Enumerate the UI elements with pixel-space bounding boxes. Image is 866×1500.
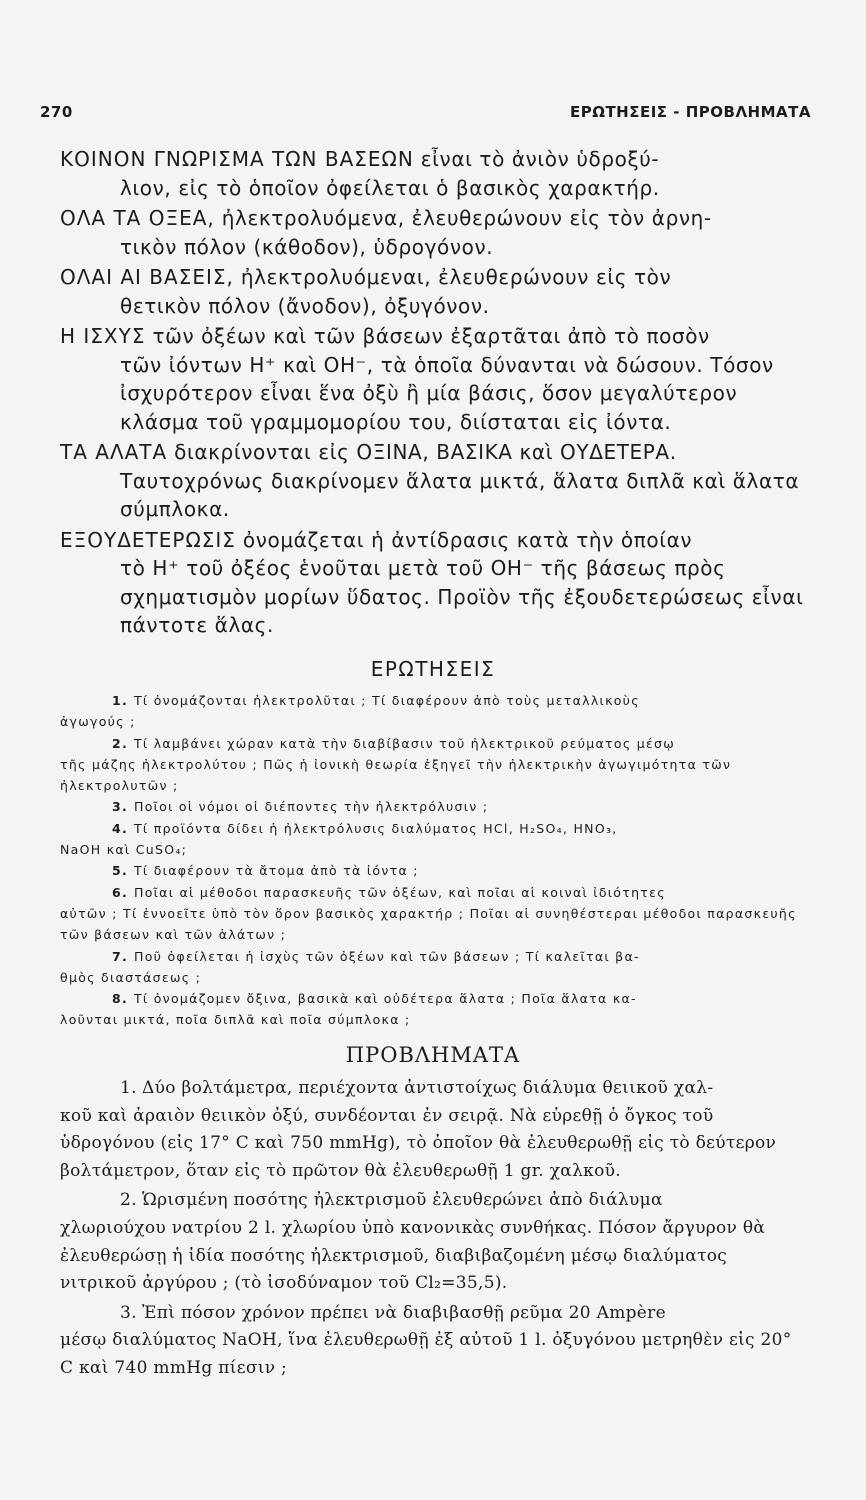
problem-item: [60, 1075, 806, 1185]
question-text: Τί ὀνομάζομεν ὄξινα, βασικὰ καὶ οὐδέτερα ἅλατα ; Ποῖα ἅλατα κα-: [134, 991, 637, 1007]
question-continuation: θμὸς διαστάσεως ;: [60, 969, 202, 985]
question-number: 8.: [112, 991, 129, 1007]
question-number: 2.: [112, 735, 129, 751]
definition: [60, 204, 806, 261]
page-number: 270: [40, 103, 73, 121]
problems-title: ΠΡΟΒΛΗΜΑΤΑ: [345, 1043, 521, 1067]
question-item: [50, 946, 806, 989]
definition: [60, 263, 806, 320]
question-text: Τί προϊόντα δίδει ἡ ἠλεκτρόλυσις διαλύματος HCl, H₂SO₄, HNO₃,: [134, 820, 618, 836]
definition: [60, 322, 806, 436]
question-number: 4.: [112, 820, 129, 836]
question-text: Ποῖοι οἱ νόμοι οἱ διέποντες τὴν ἠλεκτρόλυσιν ;: [134, 799, 489, 815]
question-number: 3.: [112, 799, 129, 815]
definition-continuation: θετικὸν πόλον (ἄνοδον), ὀξυγόνον.: [120, 293, 490, 318]
question-item: [50, 733, 806, 797]
question-text: Τί διαφέρουν τὰ ἄτομα ἀπὸ τὰ ἰόντα ;: [134, 863, 419, 879]
definition: [60, 526, 806, 640]
question-number: 5.: [112, 863, 129, 879]
problem-text: Ὡρισμένη ποσότης ἠλεκτρισμοῦ ἐλευθερώνει ἀπὸ διάλυμα: [142, 1190, 663, 1211]
problem-continuation: χλωριούχου νατρίου 2 l. χλωρίου ὑπὸ κανονικὰς συνθήκας. Πόσον ἄργυρον θὰ ἐλευθερώσῃ ἡ ἰδία ποσότης ἠλεκτρισμοῦ, διαβιβαζομένη μέσῳ διαλύματος νιτρικοῦ ἀργύρου ; (τὸ ἰσοδύναμον τοῦ Cl₂=35,5).: [60, 1217, 766, 1294]
problem-number: 3.: [120, 1302, 137, 1323]
questions-title: ΕΡΩΤΗΣΕΙΣ: [370, 657, 496, 681]
problem-continuation: κοῦ καὶ ἀραιὸν θειικὸν ὀξύ, συνδέονται ἐν σειρᾷ. Νὰ εὑρεθῇ ὁ ὄγκος τοῦ ὑδρογόνου (εἰς 17° C καὶ 750 mmHg), τὸ ὁποῖον θὰ ἐλευθερωθῇ εἰς τὸ δεύτερον βολτάμετρον, ὅταν εἰς τὸ πρῶτον θὰ ἐλευθερωθῇ 1 gr. χαλκοῦ.: [60, 1105, 777, 1181]
question-number: 7.: [112, 948, 129, 964]
definition-term: ΟΛΑ ΤΑ ΟΞΕΑ,: [60, 206, 215, 230]
question-continuation: λοῦνται μικτά, ποῖα διπλᾶ καὶ ποῖα σύμπλοκα ;: [60, 1012, 411, 1028]
definition-text: ὀνομάζεται ἡ ἀντίδρασις κατὰ τὴν ὁποίαν: [242, 527, 693, 552]
definition: [60, 145, 806, 202]
definition-text: εἶναι τὸ ἀνιὸν ὑδροξύ-: [420, 147, 660, 171]
question-item: [50, 988, 806, 1031]
question-item: [50, 860, 806, 881]
problems-section: [60, 1075, 806, 1385]
definition-continuation: τὸ H⁺ τοῦ ὀξέος ἑνοῦται μετὰ τοῦ OH⁻ τῆς βάσεως πρὸς σχηματισμὸν μορίων ὕδατος. Προϊὸν τῆς ἐξουδετερώσεως εἶναι πάντοτε ἅλας.: [120, 556, 804, 637]
definitions-section: [60, 145, 806, 642]
question-number: 6.: [112, 884, 129, 900]
running-title: ΕΡΩΤΗΣΕΙΣ - ΠΡΟΒΛΗΜΑΤΑ: [569, 103, 811, 121]
definition-term: ΚΟΙΝΟΝ ΓΝΩΡΙΣΜΑ ΤΩΝ ΒΑΣΕΩΝ: [60, 147, 414, 171]
problem-number: 1.: [120, 1078, 137, 1098]
problem-text: Δύο βολτάμετρα, περιέχοντα ἀντιστοίχως διάλυμα θειικοῦ χαλ-: [142, 1078, 714, 1098]
definition-text: τῶν ὀξέων καὶ τῶν βάσεων ἐξαρτᾶται ἀπὸ τὸ ποσὸν: [152, 324, 710, 348]
question-number: 1.: [112, 693, 129, 708]
question-continuation: NaOH καὶ CuSO₄;: [60, 842, 188, 858]
question-item: [50, 796, 806, 817]
problem-item: [60, 1187, 806, 1297]
definition-text: διακρίνονται εἰς ΟΞΙΝΑ, ΒΑΣΙΚΑ καὶ ΟΥΔΕΤΕΡΑ.: [174, 440, 677, 464]
definition-continuation: λιον, εἰς τὸ ὁποῖον ὀφείλεται ὁ βασικὸς χαρακτήρ.: [120, 175, 660, 200]
definition-term: ΟΛΑΙ ΑΙ ΒΑΣΕΙΣ,: [60, 265, 234, 289]
question-item: [50, 690, 806, 733]
question-continuation: αὐτῶν ; Τί ἐννοεῖτε ὑπὸ τὸν ὅρον βασικὸς χαρακτήρ ; Ποῖαι αἱ συνηθέστεραι μέθοδοι παρασκευῆς τῶν βάσεων καὶ τῶν ἁλάτων ;: [60, 905, 797, 943]
definition-continuation: τῶν ἰόντων H⁺ καὶ OH⁻, τὰ ὁποῖα δύνανται νὰ δώσουν. Τόσον ἰσχυρότερον εἶναι ἕνα ὀξὺ ἢ μία βάσις, ὅσον μεγαλύτερον κλάσμα τοῦ γραμμομορίου του, διίσταται εἰς ἰόντα.: [120, 352, 774, 434]
problem-text: Ἐπὶ πόσον χρόνον πρέπει νὰ διαβιβασθῇ ρεῦμα 20 Ampère: [142, 1302, 666, 1323]
problem-number: 2.: [120, 1190, 137, 1211]
definition-term: ΕΞΟΥΔΕΤΕΡΩΣΙΣ: [60, 527, 236, 552]
question-continuation: ἀγωγούς ;: [60, 714, 136, 730]
definition: [60, 438, 806, 524]
question-continuation: τῆς μάζης ἠλεκτρολύτου ; Πῶς ἡ ἰονικὴ θεωρία ἐξηγεῖ τὴν ἠλεκτρικὴν ἀγωγιμότητα τῶν ἠλεκτρολυτῶν ;: [60, 756, 732, 794]
question-text: Τί ὀνομάζονται ἠλεκτρολῦται ; Τί διαφέρουν ἀπὸ τοὺς μεταλλικοὺς: [134, 693, 640, 708]
questions-section: [50, 690, 806, 1031]
question-text: Ποῦ ὀφείλεται ἡ ἰσχὺς τῶν ὀξέων καὶ τῶν βάσεων ; Τί καλεῖται βα-: [134, 948, 640, 964]
problem-continuation: μέσῳ διαλύματος NaOH, ἵνα ἐλευθερωθῇ ἐξ αὐτοῦ 1 l. ὀξυγόνου μετρηθὲν εἰς 20° C καὶ 740 mmHg πίεσιν ;: [60, 1330, 792, 1378]
definition-term: Η ΙΣΧΥΣ: [60, 324, 146, 348]
question-text: Ποῖαι αἱ μέθοδοι παρασκευῆς τῶν ὀξέων, καὶ ποῖαι αἱ κοιναὶ ἰδιότητες: [134, 884, 666, 900]
question-item: [50, 818, 806, 861]
definition-continuation: Ταυτοχρόνως διακρίνομεν ἅλατα μικτά, ἅλατα διπλᾶ καὶ ἅλατα σύμπλοκα.: [120, 468, 800, 521]
definition-term: ΤΑ ΑΛΑΤΑ: [60, 440, 168, 464]
definition-text: ἠλεκτρολυόμεναι, ἐλευθερώνουν εἰς τὸν: [240, 265, 672, 289]
definition-text: ἠλεκτρολυόμενα, ἐλευθερώνουν εἰς τὸν ἀρνη-: [221, 206, 712, 230]
page-header: [40, 100, 811, 124]
question-text: Τί λαμβάνει χώραν κατὰ τὴν διαβίβασιν τοῦ ἠλεκτρικοῦ ρεύματος μέσῳ: [134, 735, 676, 751]
question-item: [50, 882, 806, 946]
definition-continuation: τικὸν πόλον (κάθοδον), ὑδρογόνον.: [120, 234, 494, 259]
problem-item: [60, 1300, 806, 1383]
